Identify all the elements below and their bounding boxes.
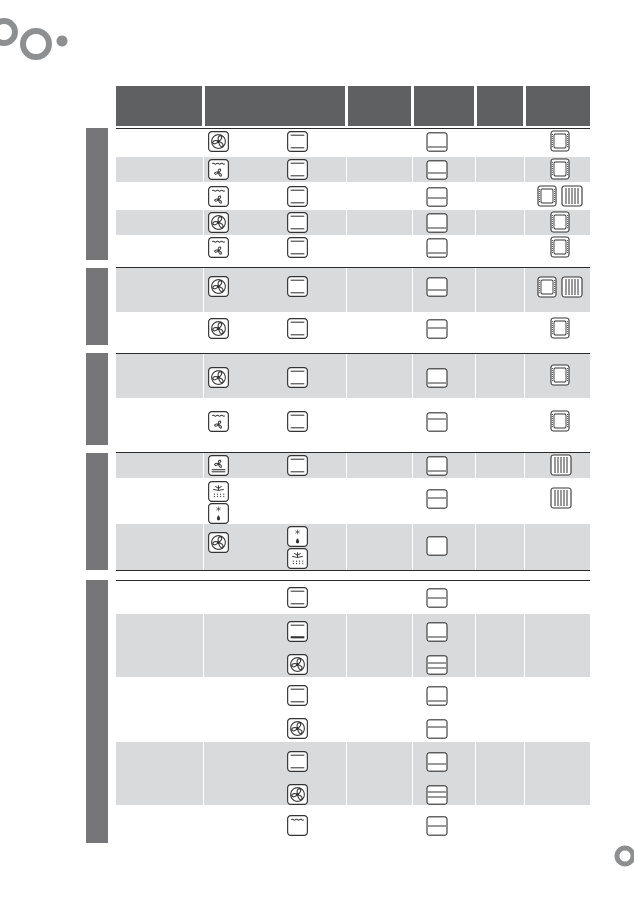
defrost-icon: [287, 548, 308, 569]
column-header: [526, 86, 590, 126]
shelf-position-icon: [426, 456, 448, 476]
shelf-position-icon: [426, 785, 448, 805]
thaw-icon: [208, 503, 229, 524]
table-row-band: [116, 742, 590, 805]
oven-top-bottom-element-icon: [287, 212, 308, 233]
category-bar: [86, 128, 108, 260]
shelf-position-icon: [426, 368, 448, 388]
deep-tray-icon: [537, 276, 557, 298]
fan-oven-icon: [208, 532, 229, 553]
fan-with-bottom-element-icon: [208, 455, 229, 476]
wire-rack-icon: [561, 185, 583, 207]
shelf-position-icon: [426, 536, 448, 556]
fan-oven-icon: [208, 318, 229, 339]
shelf-position-icon: [426, 816, 448, 836]
deep-tray-icon: [550, 410, 570, 432]
table-row-band: [116, 524, 590, 570]
shelf-position-icon: [426, 187, 448, 207]
category-bar: [86, 268, 108, 345]
table-row-band: [116, 453, 590, 478]
wire-rack-icon: [550, 454, 572, 476]
deep-tray-icon: [550, 364, 570, 386]
wire-rack-icon: [561, 276, 583, 298]
fan-oven-icon: [208, 131, 229, 152]
table-row-band: [116, 157, 590, 182]
fan-with-top-element-icon: [208, 237, 229, 258]
deep-tray-icon: [550, 130, 570, 152]
deep-tray-icon: [550, 236, 570, 258]
fan-oven-icon: [287, 784, 308, 805]
column-header: [477, 86, 523, 126]
oven-top-bottom-element-icon: [287, 131, 308, 152]
shelf-position-icon: [426, 277, 448, 297]
fan-oven-icon: [287, 718, 308, 739]
deep-tray-icon: [537, 185, 557, 207]
deep-tray-icon: [550, 211, 570, 233]
shelf-position-icon: [426, 655, 448, 675]
oven-grill-icon: [287, 815, 308, 836]
column-header: [348, 86, 411, 126]
defrost-icon: [208, 481, 229, 502]
oven-bottom-element-icon: [287, 621, 308, 642]
column-header: [205, 86, 345, 126]
table-divider: [116, 128, 590, 129]
wire-rack-icon: [550, 487, 572, 509]
table-divider: [116, 267, 590, 268]
oven-top-bottom-element-icon: [287, 237, 308, 258]
table-divider: [116, 452, 590, 453]
category-bar: [86, 580, 108, 843]
table-divider: [116, 580, 590, 581]
shelf-position-icon: [426, 160, 448, 180]
oven-top-bottom-element-icon: [287, 455, 308, 476]
oven-top-bottom-element-icon: [287, 367, 308, 388]
page-corner-mark: [612, 843, 634, 869]
fan-oven-icon: [208, 276, 229, 297]
shelf-position-icon: [426, 719, 448, 739]
column-header: [116, 86, 202, 126]
shelf-position-icon: [426, 588, 448, 608]
shelf-position-icon: [426, 319, 448, 339]
shelf-position-icon: [426, 132, 448, 152]
oven-top-bottom-element-icon: [287, 186, 308, 207]
table-row-band: [116, 614, 590, 677]
shelf-position-icon: [426, 752, 448, 772]
oven-top-bottom-element-icon: [287, 587, 308, 608]
fan-oven-icon: [287, 654, 308, 675]
brand-logo: [0, 18, 80, 68]
category-bar: [86, 453, 108, 570]
oven-top-bottom-element-icon: [287, 159, 308, 180]
deep-tray-icon: [550, 317, 570, 339]
table-row-band: [116, 354, 590, 398]
shelf-position-icon: [426, 213, 448, 233]
oven-top-bottom-element-icon: [287, 411, 308, 432]
oven-top-bottom-element-icon: [287, 685, 308, 706]
shelf-position-icon: [426, 622, 448, 642]
fan-with-top-element-icon: [208, 411, 229, 432]
shelf-position-icon: [426, 412, 448, 432]
oven-top-bottom-element-icon: [287, 318, 308, 339]
table-divider: [116, 353, 590, 354]
oven-top-bottom-element-icon: [287, 751, 308, 772]
oven-top-bottom-element-icon: [287, 276, 308, 297]
fan-with-top-element-icon: [208, 186, 229, 207]
fan-oven-icon: [208, 212, 229, 233]
thaw-icon: [287, 526, 308, 547]
shelf-position-icon: [426, 686, 448, 706]
shelf-position-icon: [426, 238, 448, 258]
table-divider: [116, 570, 590, 571]
fan-with-top-element-icon: [208, 159, 229, 180]
shelf-position-icon: [426, 489, 448, 509]
table-row-band: [116, 268, 590, 312]
column-header: [414, 86, 474, 126]
table-row-band: [116, 210, 590, 235]
category-bar: [86, 353, 108, 445]
deep-tray-icon: [550, 158, 570, 180]
fan-oven-icon: [208, 367, 229, 388]
